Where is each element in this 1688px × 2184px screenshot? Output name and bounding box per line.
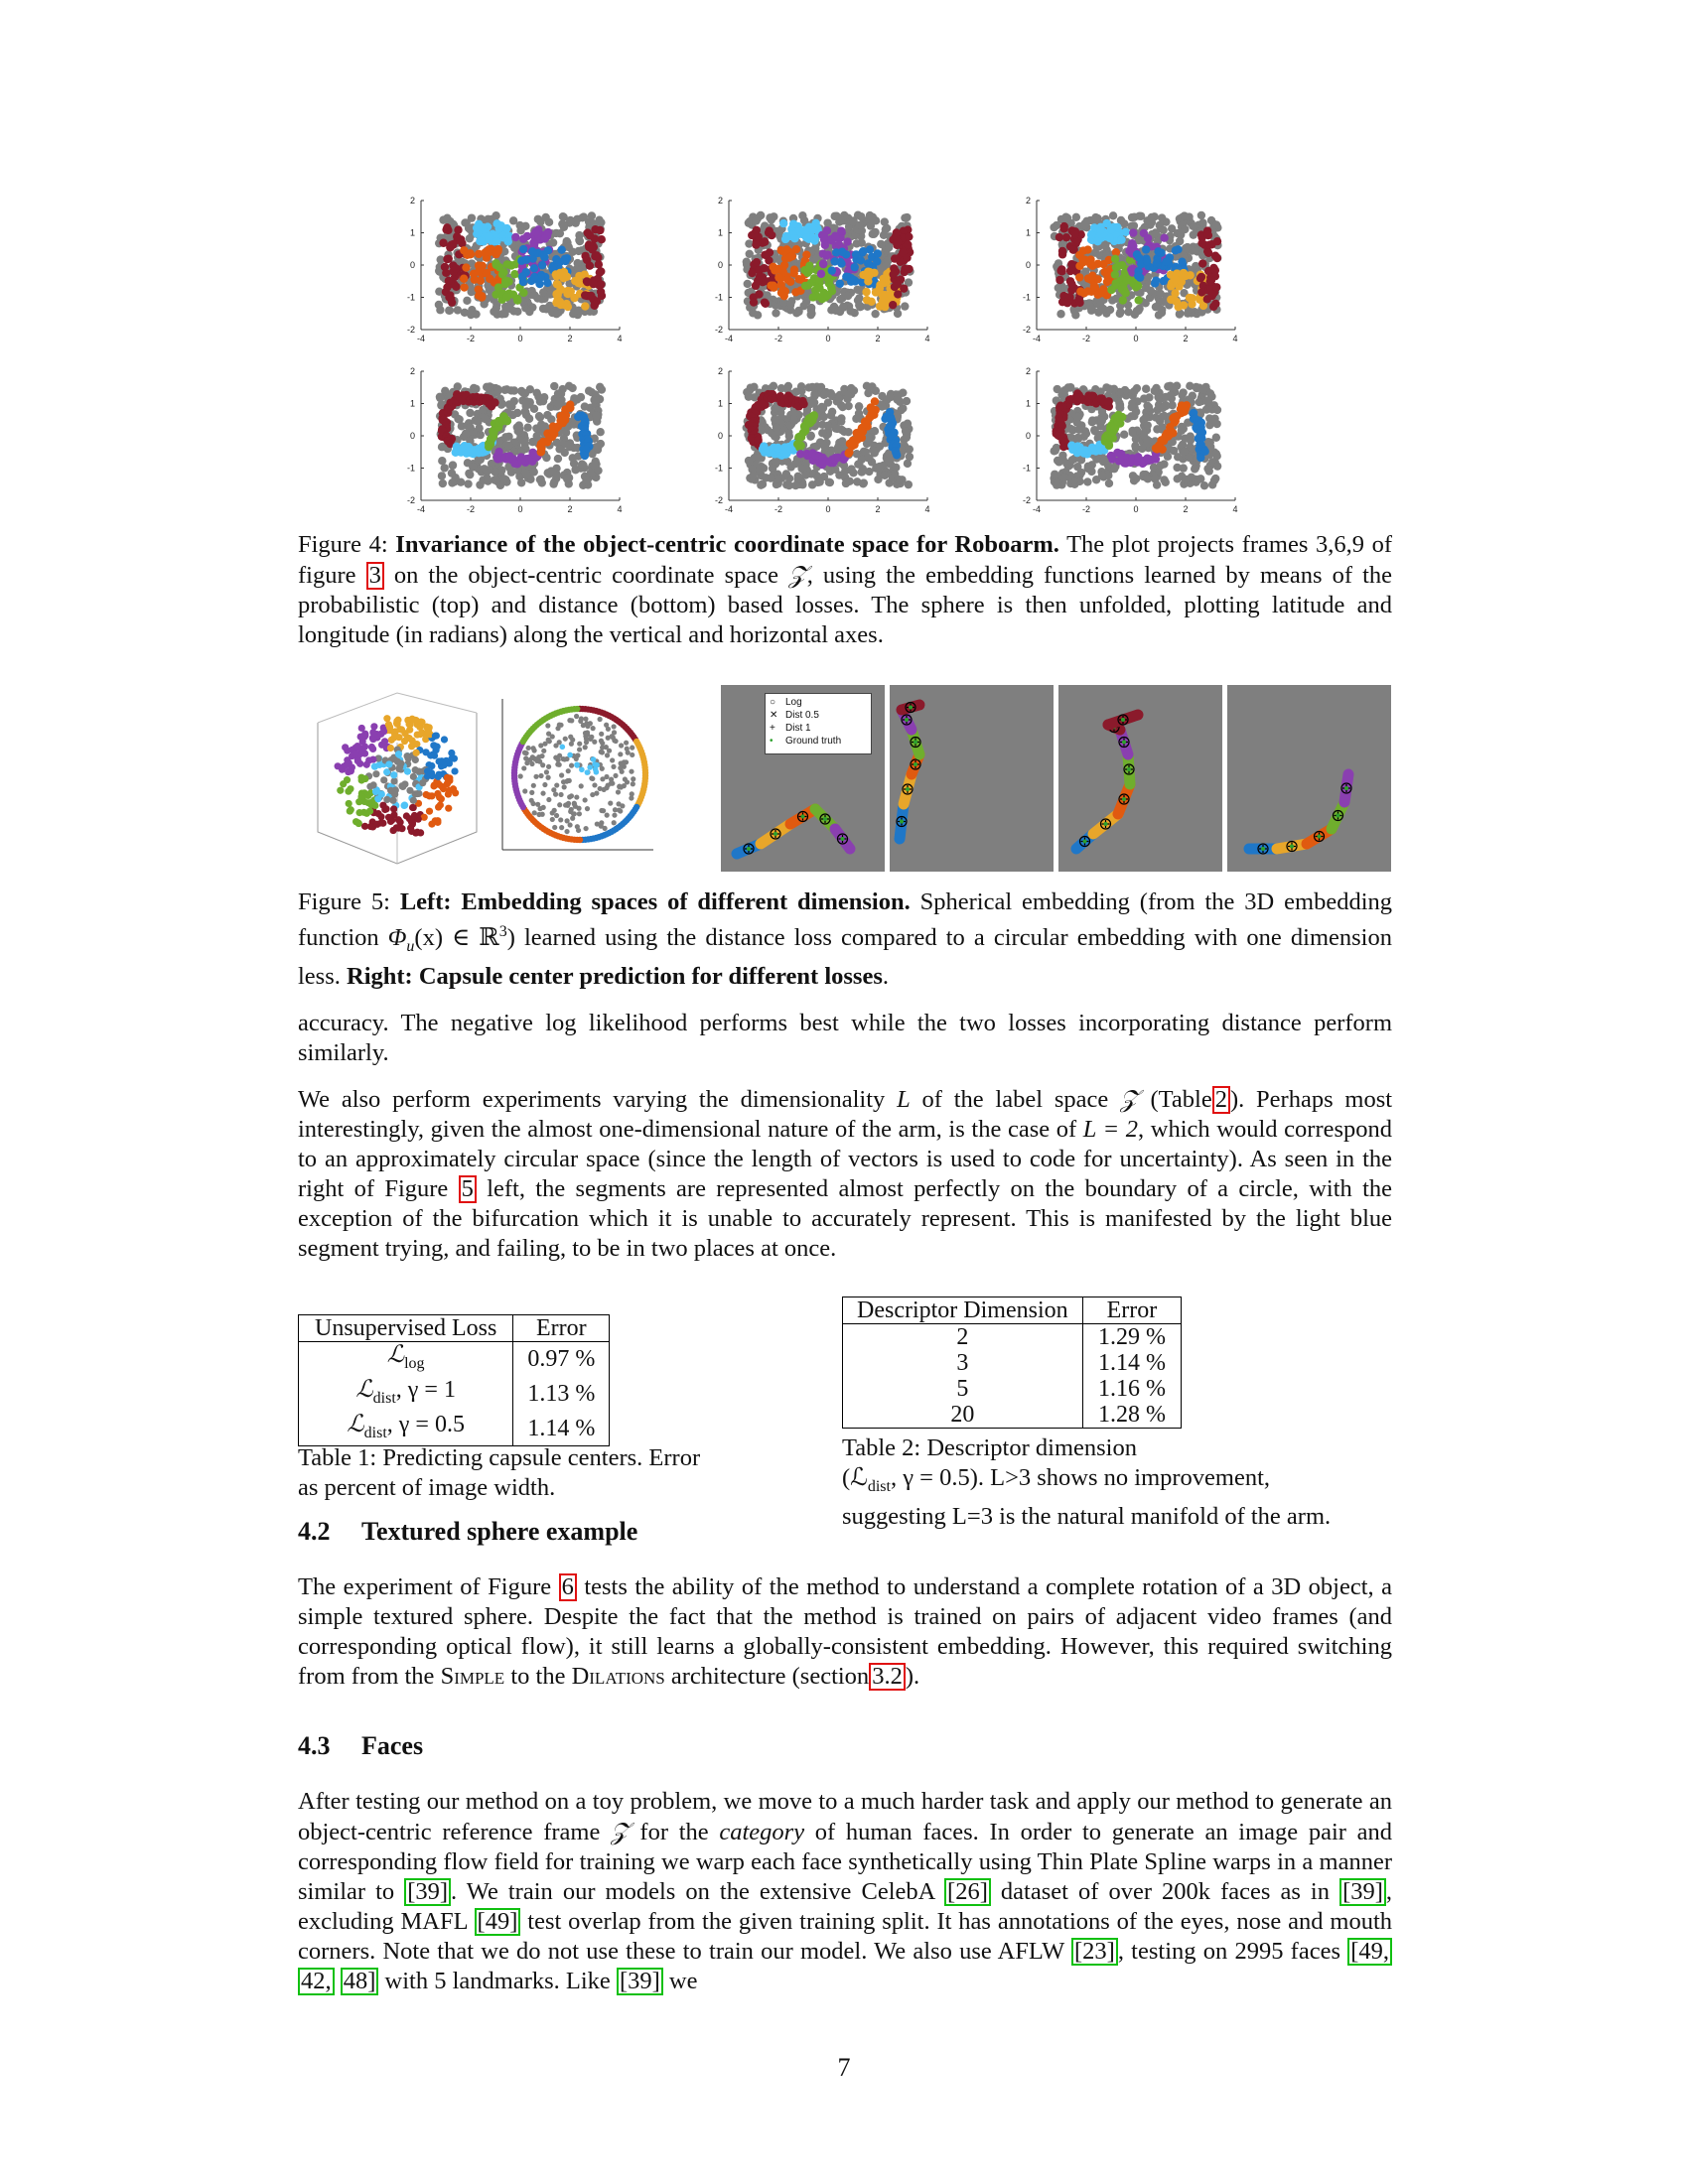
text: , testing on 2995 faces bbox=[1117, 1938, 1340, 1965]
legend-label: Ground truth bbox=[785, 736, 842, 747]
table-header: Error bbox=[1082, 1297, 1181, 1324]
scatter-panel-prob-frame-6 bbox=[705, 197, 943, 349]
y-tick-label: 2 bbox=[1025, 197, 1031, 205]
dot-marker-icon: • bbox=[770, 736, 774, 747]
y-tick-label: 1 bbox=[409, 227, 415, 238]
math-l: ℒ bbox=[347, 1411, 364, 1437]
figure-5-title-right: Right: Capsule center prediction for different losses bbox=[347, 963, 883, 991]
y-tick-label: -2 bbox=[1022, 325, 1031, 335]
table-2-caption bbox=[842, 1433, 1384, 1532]
y-tick-label: -1 bbox=[406, 292, 415, 303]
y-tick-label: 2 bbox=[409, 197, 415, 205]
text: (Table bbox=[1150, 1086, 1212, 1113]
table-header: Error bbox=[513, 1315, 610, 1342]
text: to the bbox=[510, 1663, 566, 1690]
x-tick-label: 4 bbox=[1232, 334, 1238, 343]
x-tick-label: 2 bbox=[875, 334, 881, 343]
figure-4-label: Figure 4: bbox=[298, 531, 388, 558]
table-1-grid bbox=[299, 1315, 609, 1445]
caption-text: . bbox=[882, 963, 889, 991]
section-3-2-link[interactable]: 3.2 bbox=[869, 1663, 906, 1691]
scatter-panel-dist-frame-3 bbox=[397, 367, 635, 520]
text: of the label space bbox=[921, 1086, 1109, 1113]
math-l: ℒ bbox=[386, 1342, 405, 1368]
arch-name: Simple bbox=[440, 1663, 505, 1690]
paragraph-accuracy: accuracy. The negative log likelihood performs best while the two losses incorporating distance perform similarly. bbox=[298, 1010, 1392, 1066]
y-tick-label: -1 bbox=[406, 463, 415, 474]
figure-5-caption bbox=[298, 887, 1392, 992]
caption-text: The plot projects frames 3,6,9 of figure bbox=[298, 531, 1393, 589]
table-cell bbox=[299, 1377, 513, 1412]
y-tick-label: 2 bbox=[409, 367, 415, 376]
x-tick-label: 2 bbox=[567, 504, 573, 514]
math-l: ℒ bbox=[355, 1376, 373, 1403]
section-title: Textured sphere example bbox=[361, 1517, 638, 1546]
x-tick-label: 4 bbox=[1232, 504, 1238, 514]
table-row bbox=[843, 1402, 1181, 1428]
x-tick-label: 2 bbox=[1183, 334, 1189, 343]
caption-text: on the object-centric coordinate space bbox=[393, 562, 779, 589]
table-row bbox=[843, 1376, 1181, 1402]
figure-5-legend bbox=[765, 693, 872, 754]
citation-link[interactable]: [23] bbox=[1071, 1938, 1118, 1966]
x-tick-label: 0 bbox=[825, 504, 831, 514]
x-tick-label: 0 bbox=[1133, 334, 1139, 343]
table-cell: 20 bbox=[950, 1402, 975, 1428]
text: ). bbox=[905, 1663, 920, 1690]
x-marker-icon: ✕ bbox=[770, 710, 778, 721]
legend-log bbox=[770, 696, 867, 709]
table-row bbox=[843, 1350, 1181, 1376]
y-tick-label: -2 bbox=[714, 325, 723, 335]
x-tick-label: -2 bbox=[1081, 504, 1091, 514]
y-tick-label: 0 bbox=[717, 260, 723, 270]
table-cell: 1.16 % bbox=[1082, 1376, 1181, 1402]
caption-line bbox=[842, 1463, 1384, 1502]
section-4-2-heading bbox=[298, 1517, 637, 1547]
x-tick-label: -4 bbox=[416, 334, 426, 343]
section-number: 4.3 bbox=[298, 1731, 331, 1760]
math-z: 𝒵 bbox=[1120, 1084, 1139, 1113]
y-tick-label: 0 bbox=[1025, 431, 1031, 441]
citation-link[interactable]: 42, bbox=[298, 1968, 335, 1995]
circle-marker-icon: ○ bbox=[770, 697, 776, 708]
caption-text: , using the embedding functions learned by means of the probabilistic (top) and distance (bottom) based losses. The sphere is then unfolded, plotting latitude and longitude (in radians) along the vertical and horizontal axes. bbox=[298, 562, 1393, 648]
caption-text: , γ = 0.5). L>3 shows no improvement, bbox=[890, 1464, 1271, 1491]
x-tick-label: -4 bbox=[416, 504, 426, 514]
text: of human faces. In order to generate an image pair and corresponding flow field for training we warp each face synthetically using Thin Plate Spline warps in a manner similar to bbox=[298, 1819, 1393, 1905]
section-number: 4.2 bbox=[298, 1517, 331, 1546]
table-2-grid bbox=[843, 1297, 1181, 1428]
citation-link[interactable]: 48] bbox=[341, 1968, 379, 1995]
y-tick-label: -1 bbox=[714, 463, 723, 474]
page-number: 7 bbox=[837, 2053, 851, 2082]
x-tick-label: -2 bbox=[1081, 334, 1091, 343]
math-sub: dist bbox=[363, 1424, 387, 1441]
table-header: Descriptor Dimension bbox=[843, 1297, 1082, 1324]
math-phi: Φ bbox=[387, 924, 407, 952]
math-z: 𝒵 bbox=[788, 560, 807, 589]
y-tick-label: 0 bbox=[409, 431, 415, 441]
table-cell bbox=[299, 1342, 513, 1377]
table-cell: 1.13 % bbox=[513, 1377, 610, 1412]
table-1-caption: Table 1: Predicting capsule centers. Error as percent of image width. bbox=[298, 1444, 701, 1501]
y-tick-label: 1 bbox=[717, 227, 723, 238]
section-title: Faces bbox=[361, 1731, 424, 1760]
citation-link[interactable]: [49, bbox=[1347, 1938, 1392, 1966]
figure-5-title-left: Left: Embedding spaces of different dimension. bbox=[399, 888, 911, 915]
plus-marker-icon: + bbox=[770, 723, 775, 734]
math-l: L bbox=[897, 1086, 911, 1113]
citation-link[interactable]: [26] bbox=[944, 1878, 991, 1906]
y-tick-label: 0 bbox=[409, 260, 415, 270]
x-tick-label: -2 bbox=[466, 334, 476, 343]
x-tick-label: 0 bbox=[825, 334, 831, 343]
legend-dist-1 bbox=[770, 722, 867, 735]
paragraph-faces bbox=[298, 1787, 1392, 1996]
math-sub: log bbox=[404, 1354, 425, 1372]
math-extra: , γ = 0.5 bbox=[386, 1411, 465, 1437]
x-tick-label: 4 bbox=[924, 334, 930, 343]
table-cell: 2 bbox=[956, 1324, 969, 1350]
math-expr: (x) ∈ ℝ bbox=[414, 924, 499, 952]
math-sub: dist bbox=[372, 1389, 396, 1407]
x-tick-label: 0 bbox=[1133, 504, 1139, 514]
legend-label: Dist 1 bbox=[785, 723, 811, 734]
text: architecture (section bbox=[670, 1663, 870, 1690]
table-header: Unsupervised Loss bbox=[299, 1315, 513, 1342]
y-tick-label: -1 bbox=[1022, 292, 1031, 303]
y-tick-label: 2 bbox=[717, 367, 723, 376]
y-tick-label: 1 bbox=[409, 398, 415, 409]
figure-4-title: Invariance of the object-centric coordinate space for Roboarm. bbox=[395, 531, 1059, 558]
math-eq: L = 2 bbox=[1082, 1116, 1139, 1143]
arch-name: Dilations bbox=[571, 1663, 665, 1690]
caption-text: Spherical embedding (from the 3D embedding function bbox=[298, 888, 1393, 952]
table-row bbox=[299, 1377, 609, 1412]
citation-link[interactable]: [39] bbox=[617, 1968, 663, 1995]
citation-link[interactable]: [39] bbox=[1339, 1878, 1386, 1906]
math-l: (ℒ bbox=[842, 1464, 868, 1491]
y-tick-label: -1 bbox=[1022, 463, 1031, 474]
table-header-row bbox=[299, 1315, 609, 1342]
y-tick-label: -1 bbox=[714, 292, 723, 303]
scatter-panel-dist-frame-6 bbox=[705, 367, 943, 520]
y-tick-label: -2 bbox=[406, 495, 415, 505]
x-tick-label: 2 bbox=[567, 334, 573, 343]
table-cell: 5 bbox=[956, 1376, 969, 1402]
y-tick-label: 2 bbox=[1025, 367, 1031, 376]
text: , excluding MAFL bbox=[298, 1878, 1393, 1935]
table-row bbox=[299, 1412, 609, 1446]
x-tick-label: -2 bbox=[774, 334, 783, 343]
y-tick-label: 1 bbox=[1025, 227, 1031, 238]
text: with 5 landmarks. Like bbox=[384, 1968, 611, 1994]
circle-embedding-plot bbox=[498, 695, 657, 854]
x-tick-label: -2 bbox=[774, 504, 783, 514]
text: We also perform experiments varying the dimensionality bbox=[298, 1086, 886, 1113]
table-2 bbox=[842, 1297, 1182, 1429]
x-tick-label: 4 bbox=[924, 504, 930, 514]
y-tick-label: -2 bbox=[406, 325, 415, 335]
figure-5-label: Figure 5: bbox=[298, 888, 390, 915]
legend-ground-truth bbox=[770, 735, 867, 748]
figure-5-link[interactable]: 5 bbox=[459, 1175, 477, 1203]
x-tick-label: -4 bbox=[724, 334, 734, 343]
table-cell: 1.14 % bbox=[513, 1412, 610, 1446]
text: dataset of over 200k faces as in bbox=[1000, 1878, 1330, 1905]
figure-6-link[interactable]: 6 bbox=[559, 1573, 577, 1601]
text: After testing our method on a toy problem, we move to a much harder task and apply our method to generate an object-centric reference frame bbox=[298, 1788, 1392, 1845]
x-tick-label: -4 bbox=[724, 504, 734, 514]
text: category bbox=[719, 1819, 805, 1845]
scatter-panel-prob-frame-3 bbox=[397, 197, 635, 349]
text: left, the segments are represented almost perfectly on the boundary of a circle, with the exception of the bifurcation which it is unable to accurately represent. This is manifested by the light blue segment trying, and failing, to be in two places at once. bbox=[298, 1175, 1393, 1262]
paragraph-sphere bbox=[298, 1572, 1392, 1692]
legend-label: Log bbox=[785, 697, 802, 708]
table-row bbox=[299, 1342, 609, 1377]
y-tick-label: -2 bbox=[714, 495, 723, 505]
caption-text: ) learned using the distance loss compared to a circular embedding with one dimension less. bbox=[298, 924, 1392, 991]
text: The experiment of Figure bbox=[298, 1573, 552, 1600]
text: we bbox=[668, 1968, 698, 1994]
x-tick-label: 0 bbox=[517, 334, 523, 343]
table-cell: 3 bbox=[956, 1350, 969, 1376]
math-sub: dist bbox=[867, 1477, 891, 1495]
x-tick-label: 0 bbox=[517, 504, 523, 514]
x-tick-label: -4 bbox=[1032, 504, 1042, 514]
figure-5-circle bbox=[498, 695, 657, 854]
scatter-panel-dist-frame-9 bbox=[1013, 367, 1251, 520]
figure-4 bbox=[397, 197, 1291, 524]
table-cell bbox=[299, 1412, 513, 1446]
paragraph-dimensionality bbox=[298, 1084, 1392, 1264]
x-tick-label: 2 bbox=[1183, 504, 1189, 514]
table-cell: 1.28 % bbox=[1082, 1402, 1181, 1428]
x-tick-label: -4 bbox=[1032, 334, 1042, 343]
table-cell: 1.29 % bbox=[1082, 1324, 1181, 1351]
figure-3-link[interactable]: 3 bbox=[366, 562, 384, 590]
text: ). Perhaps most interestingly, given the almost one-dimensional nature of the arm, is the case of bbox=[298, 1086, 1393, 1143]
citation-link[interactable]: [49] bbox=[475, 1908, 521, 1936]
scatter-panel-prob-frame-9 bbox=[1013, 197, 1251, 349]
caption-line: Table 2: Descriptor dimension bbox=[842, 1434, 1137, 1461]
y-tick-label: 1 bbox=[1025, 398, 1031, 409]
table-cell: 1.14 % bbox=[1082, 1350, 1181, 1376]
legend-label: Dist 0.5 bbox=[785, 710, 819, 721]
y-tick-label: 2 bbox=[717, 197, 723, 205]
x-tick-label: -2 bbox=[466, 504, 476, 514]
text: test overlap from the given training split. It has annotations of the eyes, nose and mouth corners. Note that we do not use these to train our model. We also use AFLW bbox=[298, 1908, 1393, 1965]
table-row bbox=[843, 1324, 1181, 1351]
text: . We train our models on the extensive CelebA bbox=[451, 1878, 934, 1905]
x-tick-label: 2 bbox=[875, 504, 881, 514]
section-4-3-heading bbox=[298, 1731, 423, 1761]
math-sub: u bbox=[406, 938, 415, 956]
math-z: 𝒵 bbox=[611, 1817, 630, 1845]
table-2-link[interactable]: 2 bbox=[1212, 1086, 1230, 1114]
table-cell: 0.97 % bbox=[513, 1342, 610, 1377]
text: tests the ability of the method to understand a complete rotation of a 3D object, a simple textured sphere. Despite the fact that the method is trained on pairs of adjacent video frames (and corresponding optical flow), it still learns a globally-consistent embedding. However, this required switching from from the bbox=[298, 1573, 1393, 1690]
x-tick-label: 4 bbox=[617, 504, 623, 514]
figure-5-sphere bbox=[298, 683, 489, 874]
text: , which would correspond to an approximately circular space (since the length of vectors is used to code for uncertainty). As seen in the right of Figure bbox=[298, 1116, 1393, 1202]
y-tick-label: 0 bbox=[1025, 260, 1031, 270]
y-tick-label: 0 bbox=[717, 431, 723, 441]
y-tick-label: -2 bbox=[1022, 495, 1031, 505]
math-sup: 3 bbox=[498, 923, 507, 940]
table-1 bbox=[298, 1314, 610, 1446]
text: for the bbox=[639, 1819, 709, 1845]
table-header-row bbox=[843, 1297, 1181, 1324]
math-extra: , γ = 1 bbox=[395, 1376, 456, 1403]
legend-dist-05 bbox=[770, 709, 867, 722]
caption-line: suggesting L=3 is the natural manifold of the arm. bbox=[842, 1502, 1332, 1530]
figure-4-caption bbox=[298, 530, 1392, 650]
y-tick-label: 1 bbox=[717, 398, 723, 409]
x-tick-label: 4 bbox=[617, 334, 623, 343]
sphere-embedding-plot bbox=[298, 683, 489, 874]
citation-link[interactable]: [39] bbox=[404, 1878, 451, 1906]
